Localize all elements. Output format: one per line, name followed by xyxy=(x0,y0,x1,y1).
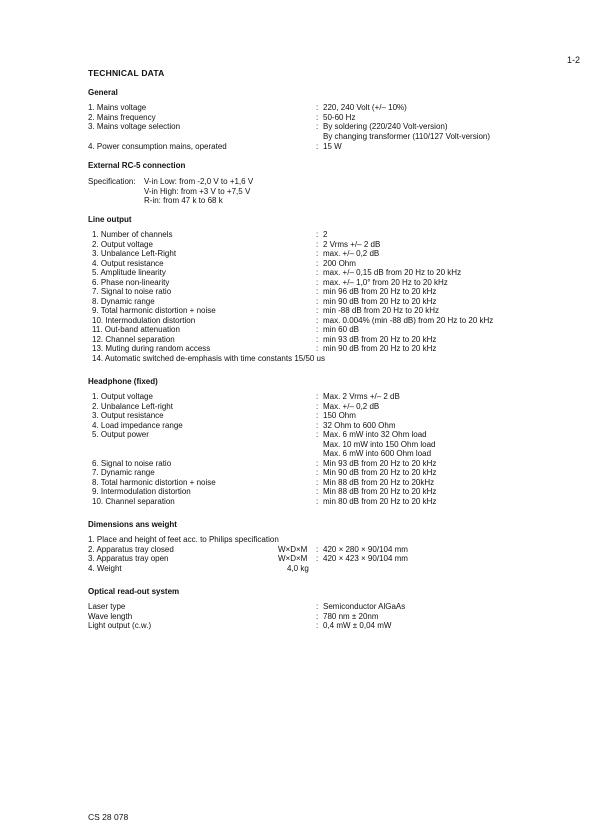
general-value: 220, 240 Volt (+/– 10%) xyxy=(323,103,407,112)
line-output-value: min -88 dB from 20 Hz to 20 kHz xyxy=(323,306,440,315)
line-output-colon: : xyxy=(316,258,319,268)
headphone-colon: : xyxy=(316,477,319,487)
headphone-colon: : xyxy=(316,496,319,506)
headphone-value: 32 Ohm to 600 Ohm xyxy=(323,420,396,430)
line-output-colon: : xyxy=(316,277,319,287)
headphone-value: Max. 10 mW into 150 Ohm load xyxy=(323,439,436,449)
headphone-label: 2. Unbalance Left-right xyxy=(92,401,173,411)
rc5-line: V-in High: from +3 V to +7,5 V xyxy=(144,186,251,196)
headphone-value: Min 88 dB from 20 Hz to 20 kHz xyxy=(323,487,437,496)
line-output-label: 8. Dynamic range xyxy=(92,296,155,306)
general-colon: : xyxy=(316,103,319,112)
headphone-label: 4. Load impedance range xyxy=(92,420,183,430)
line-output-colon: : xyxy=(316,325,319,334)
line-output-label: 7. Signal to noise ratio xyxy=(92,287,172,296)
headphone-value: Max. +/– 0,2 dB xyxy=(323,401,380,411)
dimensions-value: 420 × 280 × 90/104 mm xyxy=(323,544,408,554)
line-output-colon: : xyxy=(316,315,319,325)
line-output-label: 12. Channel separation xyxy=(92,334,175,344)
general-label: 2. Mains frequency xyxy=(88,112,156,122)
line-output-colon: : xyxy=(316,230,319,239)
optical-value: 780 nm ± 20nm xyxy=(323,611,379,621)
line-output-label: 10. Intermodulation distortion xyxy=(92,315,196,325)
headphone-colon: : xyxy=(316,401,319,411)
optical-label: Laser type xyxy=(88,602,126,611)
dimensions-label: 4. Weight xyxy=(88,563,122,573)
headphone-colon: : xyxy=(316,420,319,430)
general-value: 50-60 Hz xyxy=(323,112,356,122)
optical-colon: : xyxy=(316,611,319,621)
dimensions-value: 420 × 423 × 90/104 mm xyxy=(323,554,408,563)
section-heading-line-output: Line output xyxy=(88,215,132,224)
line-output-label: 11. Out-band attenuation xyxy=(92,325,180,334)
line-output-value: max. 0.004% (min -88 dB) from 20 Hz to 20 kHz xyxy=(323,315,494,325)
general-colon: : xyxy=(316,112,319,122)
dimensions-colon: : xyxy=(316,544,319,554)
general-label: 3. Mains voltage selection xyxy=(88,122,181,131)
headphone-value: min 80 dB from 20 Hz to 20 kHz xyxy=(323,496,437,506)
line-output-label: 9. Total harmonic distortion + noise xyxy=(92,306,216,315)
general-value: By changing transformer (110/127 Volt-version) xyxy=(323,131,491,141)
optical-colon: : xyxy=(316,621,319,630)
section-heading-optical: Optical read-out system xyxy=(88,587,180,596)
dimensions-colon: : xyxy=(316,554,319,563)
line-output-colon: : xyxy=(316,239,319,249)
headphone-colon: : xyxy=(316,430,319,439)
line-output-label: 5. Amplitude linearity xyxy=(92,268,166,277)
dimensions-unit: W×D×M xyxy=(278,554,308,563)
optical-value: 0,4 mW ± 0,04 mW xyxy=(323,621,392,630)
line-output-value: 200 Ohm xyxy=(323,258,356,268)
line-output-colon: : xyxy=(316,268,319,277)
line-output-value: 2 Vrms +/– 2 dB xyxy=(323,239,381,249)
rc5-spec-label: Specification: xyxy=(88,177,136,186)
general-value: 15 W xyxy=(323,141,342,151)
headphone-value: 150 Ohm xyxy=(323,411,356,420)
line-output-value: max. +/– 0,15 dB from 20 Hz to 20 kHz xyxy=(323,268,462,277)
page-number: 1-2 xyxy=(566,55,580,65)
headphone-label: 5. Output power xyxy=(92,430,149,439)
line-output-value: min 90 dB from 20 Hz to 20 kHz xyxy=(323,344,437,353)
headphone-value: Min 93 dB from 20 Hz to 20 kHz xyxy=(323,458,437,468)
optical-value: Semiconductor AlGaAs xyxy=(323,602,406,611)
line-output-value: min 96 dB from 20 Hz to 20 kHz xyxy=(323,287,437,296)
line-output-label: 3. Unbalance Left-Right xyxy=(92,249,177,258)
section-heading-dimensions: Dimensions ans weight xyxy=(88,520,177,529)
line-output-value: 2 xyxy=(323,230,328,239)
headphone-colon: : xyxy=(316,411,319,420)
line-output-label: 13. Muting during random access xyxy=(92,344,211,353)
headphone-label: 7. Dynamic range xyxy=(92,468,155,477)
headphone-label: 6. Signal to noise ratio xyxy=(92,458,172,468)
optical-label: Wave length xyxy=(88,611,133,621)
headphone-colon: : xyxy=(316,392,319,401)
dimensions-label: 1. Place and height of feet acc. to Philips specification xyxy=(88,535,279,544)
line-output-value: min 60 dB xyxy=(323,325,360,334)
general-colon: : xyxy=(316,141,319,151)
dimensions-unit: W×D×M xyxy=(278,544,308,554)
section-heading-general: General xyxy=(88,88,118,97)
headphone-label: 8. Total harmonic distortion + noise xyxy=(92,477,216,487)
headphone-label: 10. Channel separation xyxy=(92,496,175,506)
dimensions-label: 2. Apparatus tray closed xyxy=(88,544,174,554)
line-output-value: min 90 dB from 20 Hz to 20 kHz xyxy=(323,296,437,306)
line-output-label: 6. Phase non-linearity xyxy=(92,277,170,287)
headphone-value: Max. 6 mW into 600 Ohm load xyxy=(323,449,432,458)
headphone-label: 3. Output resistance xyxy=(92,411,164,420)
general-value: By soldering (220/240 Volt-version) xyxy=(323,122,448,131)
line-output-colon: : xyxy=(316,306,319,315)
general-label: 1. Mains voltage xyxy=(88,103,147,112)
line-output-colon: : xyxy=(316,344,319,353)
line-output-label: 1. Number of channels xyxy=(92,230,173,239)
line-output-value: min 93 dB from 20 Hz to 20 kHz xyxy=(323,334,437,344)
line-output-label: 4. Output resistance xyxy=(92,258,164,268)
line-output-colon: : xyxy=(316,249,319,258)
dimensions-label: 3. Apparatus tray open xyxy=(88,554,169,563)
headphone-colon: : xyxy=(316,487,319,496)
general-colon: : xyxy=(316,122,319,131)
line-output-colon: : xyxy=(316,296,319,306)
headphone-label: 1. Output voltage xyxy=(92,392,153,401)
document-code: CS 28 078 xyxy=(88,812,129,822)
line-output-label: 2. Output voltage xyxy=(92,239,153,249)
headphone-colon: : xyxy=(316,458,319,468)
section-heading-headphone: Headphone (fixed) xyxy=(88,377,158,386)
headphone-colon: : xyxy=(316,468,319,477)
optical-label: Light output (c.w.) xyxy=(88,621,152,630)
headphone-value: Min 90 dB from 20 Hz to 20 kHz xyxy=(323,468,437,477)
headphone-value: Min 88 dB from 20 Hz to 20kHz xyxy=(323,477,435,487)
rc5-line: R-in: from 47 k to 68 k xyxy=(144,196,223,205)
line-output-colon: : xyxy=(316,334,319,344)
line-output-value: max. +/– 0,2 dB xyxy=(323,249,380,258)
general-label: 4. Power consumption mains, operated xyxy=(88,141,227,151)
section-heading-rc5: External RC-5 connection xyxy=(88,161,186,170)
dimensions-unit: 4,0 kg xyxy=(287,563,309,573)
rc5-line: V-in Low: from -2,0 V to +1,6 V xyxy=(144,177,254,186)
line-output-value: max. +/– 1,0° from 20 Hz to 20 kHz xyxy=(323,277,448,287)
optical-colon: : xyxy=(316,602,319,611)
line-output-colon: : xyxy=(316,287,319,296)
page-title: TECHNICAL DATA xyxy=(88,68,165,78)
line-output-label: 14. Automatic switched de-emphasis with time constants 15/50 us xyxy=(92,353,326,363)
headphone-value: Max. 2 Vrms +/– 2 dB xyxy=(323,392,400,401)
headphone-label: 9. Intermodulation distortion xyxy=(92,487,191,496)
headphone-value: Max. 6 mW into 32 Ohm load xyxy=(323,430,427,439)
